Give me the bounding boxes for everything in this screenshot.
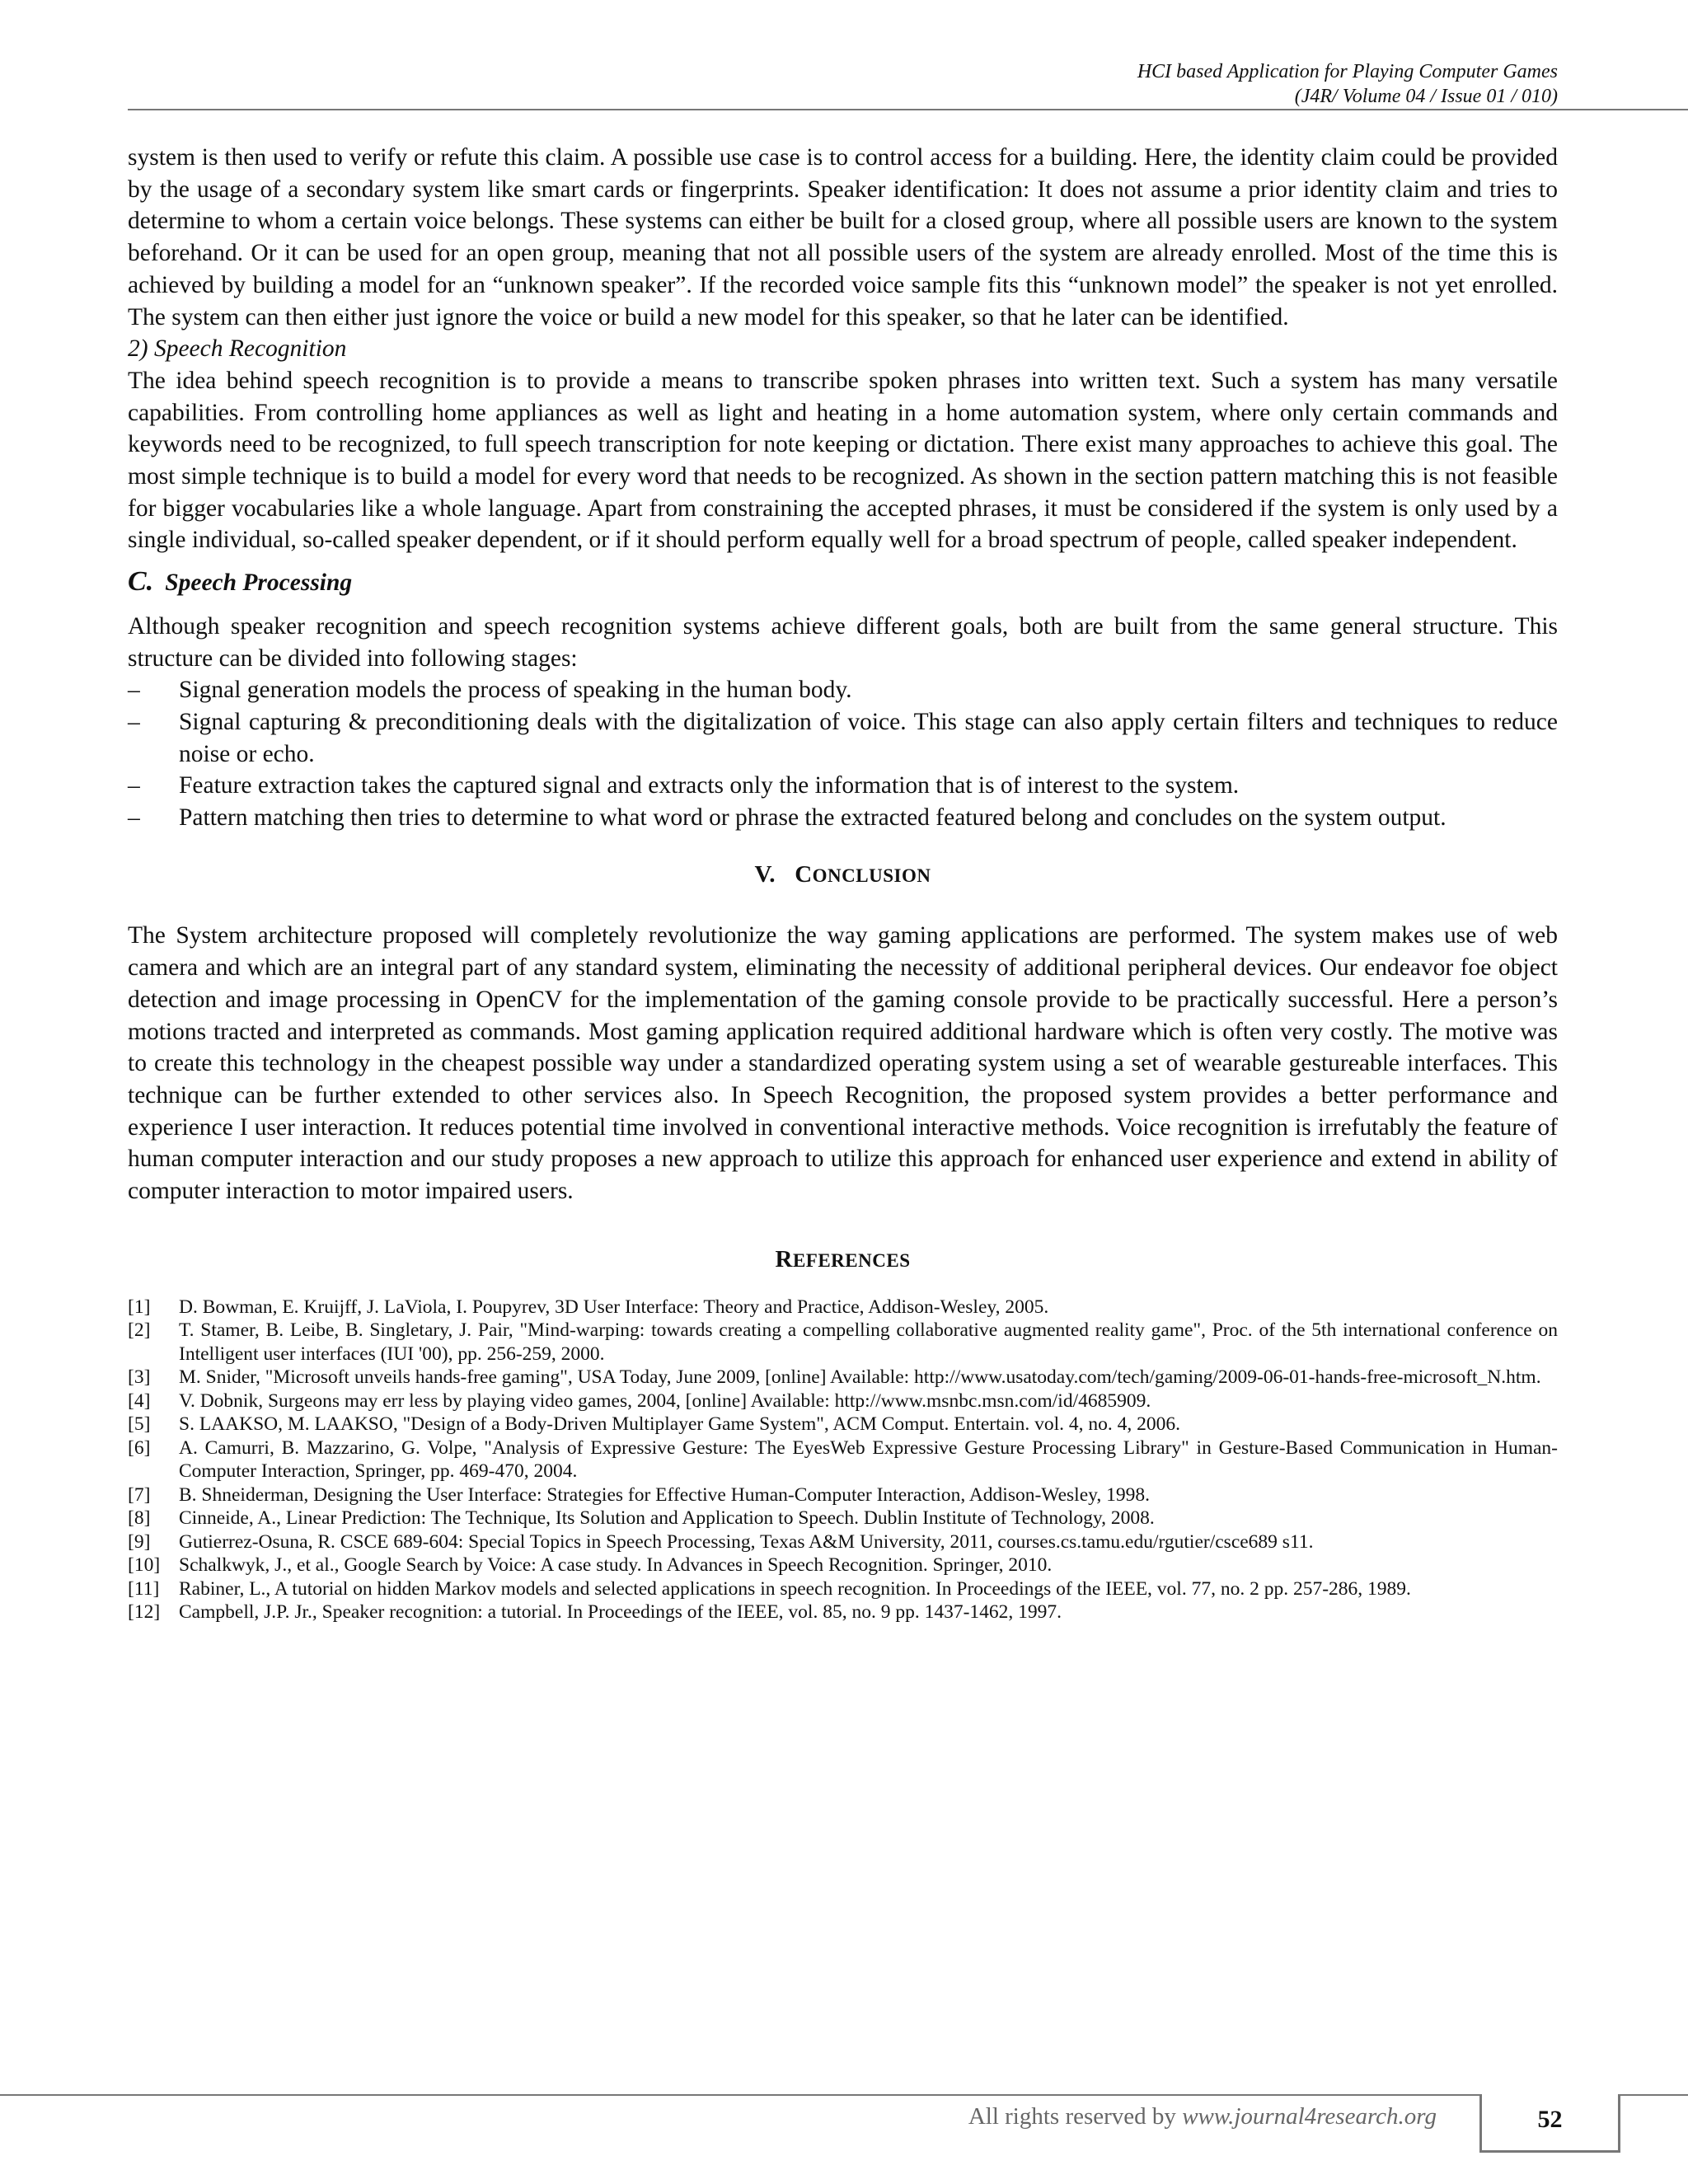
page-body xyxy=(128,142,1558,1624)
dash-bullet: – xyxy=(128,708,140,735)
footer-rights: All rights reserved by www.journal4research.org xyxy=(968,2103,1437,2130)
reference-number: [10] xyxy=(128,1554,161,1576)
reference-item: [9] Gutierrez-Osuna, R. CSCE 689-604: Special Topics in Speech Processing, Texas A&M University, 2011, courses.cs.tamu.edu/rgutier/csce689 s11. xyxy=(128,1530,1314,1553)
section-heading-speech-processing xyxy=(128,566,1558,599)
header-rule xyxy=(128,109,1688,110)
running-header xyxy=(128,59,1558,109)
reference-number: [3] xyxy=(128,1366,151,1388)
list-item: – Signal generation models the process of speaking in the human body. xyxy=(128,674,1558,706)
reference-item: [10] Schalkwyk, J., et al., Google Search by Voice: A case study. In Advances in Speech Recognition. Springer, 2010. xyxy=(128,1554,1053,1576)
stages-list xyxy=(128,674,1558,834)
reference-item: [6] A. Camurri, B. Mazzarino, G. Volpe, "Analysis of Expressive Gesture: The EyesWeb Expressive Gesture Processing Library" in Gesture-Based Communication in Human-Computer Interaction, Springer, pp. 469-470, 2004. xyxy=(128,1436,1558,1482)
reference-item: [8] Cinneide, A., Linear Prediction: The Technique, Its Solution and Application to Speech. Dublin Institute of Technology, 2008. xyxy=(128,1507,1155,1529)
reference-number: [2] xyxy=(128,1319,151,1341)
list-item: – Pattern matching then tries to determine to what word or phrase the extracted featured belong and concludes on the system output. xyxy=(128,802,1558,834)
section-heading-conclusion: V. CONCLUSION xyxy=(754,860,931,888)
reference-item: [3] M. Snider, "Microsoft unveils hands-free gaming", USA Today, June 2009, [online] Available: http://www.usatoday.com/tech/gaming/2009-06-01-hands-free-microsoft_N.htm. xyxy=(128,1366,1541,1388)
list-item: – Signal capturing & preconditioning deals with the digitalization of voice. This stage can also apply certain filters and techniques to reduce noise or echo. xyxy=(128,706,1558,770)
header-issue: (J4R/ Volume 04 / Issue 01 / 010) xyxy=(1294,86,1558,107)
conclusion-paragraph: The System architecture proposed will completely revolutionize the way gaming applications are performed. The system makes use of web camera and which are an integral part of any standard system, eliminating the necessity of additional peripheral devices. Our endeavor foe object detection and image processing in OpenCV for the implementation of the gaming console provide to be practically successful. Here a person’s motions tracted and interpreted as commands. Most gaming application required additional hardware which is often very costly. The motive was to create this technology in the cheapest possible way under a standardized operating system using a set of wearable gestureable interfaces. This technique can be further extended to other services also. In Speech Recognition, the proposed system provides a better performance and experience I user interaction. It reduces potential time involved in conventional interactive methods. Voice recognition is irrefutably the feature of human computer interaction and our study proposes a new approach to utilize this approach for enhanced user experience and extend in ability of computer interaction to motor impaired users. xyxy=(128,922,1558,1205)
speech-processing-paragraph: Although speaker recognition and speech recognition systems achieve different goals, both are built from the same general structure. This structure can be divided into following stages: xyxy=(128,612,1558,672)
reference-item: [11] Rabiner, L., A tutorial on hidden Markov models and selected applications in speech recognition. In Proceedings of the IEEE, vol. 77, no. 2 pp. 257-286, 1989. xyxy=(128,1577,1411,1600)
reference-number: [1] xyxy=(128,1296,151,1318)
footer-site: www.journal4research.org xyxy=(1182,2103,1437,2130)
reference-item: [1] D. Bowman, E. Kruijff, J. LaViola, I. Poupyrev, 3D User Interface: Theory and Practice, Addison-Wesley, 2005. xyxy=(128,1296,1049,1318)
intro-paragraph: system is then used to verify or refute this claim. A possible use case is to control access for a building. Here, the identity claim could be provided by the usage of a secondary system like smart cards or fingerprints. Speaker identification: It does not assume a prior identity claim and tries to determine to whom a certain voice belongs. These systems can either be built for a closed group, where all possible users are known to the system beforehand. Or it can be used for an open group, meaning that not all possible users of the system are already enrolled. Most of the time this is achieved by building a model for an “unknown speaker”. If the recorded voice sample fits this “unknown model” the speaker is not yet enrolled. The system can then either just ignore the voice or build a new model for this speaker, so that he later can be identified. xyxy=(128,144,1558,330)
section-title: Speech Processing xyxy=(165,569,353,597)
reference-item: [5] S. LAAKSO, M. LAAKSO, "Design of a Body-Driven Multiplayer Game System", ACM Comput. Entertain. vol. 4, no. 4, 2006. xyxy=(128,1413,1181,1435)
reference-number: [11] xyxy=(128,1577,160,1600)
reference-item: [7] B. Shneiderman, Designing the User Interface: Strategies for Effective Human-Computer Interaction, Addison-Wesley, 1998. xyxy=(128,1483,1150,1506)
reference-number: [4] xyxy=(128,1390,151,1412)
section-heading-references: REFERENCES xyxy=(775,1245,911,1272)
page-number: 52 xyxy=(1479,2094,1620,2153)
references-list xyxy=(128,1296,1558,1624)
section-number: V. xyxy=(754,860,776,888)
reference-number: [9] xyxy=(128,1530,151,1553)
reference-number: [6] xyxy=(128,1436,151,1459)
dash-bullet: – xyxy=(128,804,140,832)
reference-number: [8] xyxy=(128,1507,151,1529)
footer-rule-tail xyxy=(1618,2094,1688,2096)
footer-rule xyxy=(0,2094,1479,2096)
subsection-heading-speech-recognition: 2) Speech Recognition xyxy=(128,335,347,363)
dash-bullet: – xyxy=(128,772,140,799)
section-letter: C. xyxy=(128,566,154,598)
reference-number: [7] xyxy=(128,1483,151,1506)
reference-item: [4] V. Dobnik, Surgeons may err less by playing video games, 2004, [online] Available: http://www.msnbc.msn.com/id/4685909. xyxy=(128,1390,1151,1412)
reference-number: [12] xyxy=(128,1601,161,1623)
dash-bullet: – xyxy=(128,677,140,704)
header-title: HCI based Application for Playing Computer Games xyxy=(1137,61,1558,82)
speech-recognition-paragraph: The idea behind speech recognition is to provide a means to transcribe spoken phrases into written text. Such a system has many versatile capabilities. From controlling home appliances as well as light and heating in a home automation system, where only certain commands and keywords need to be recognized, to full speech transcription for note keeping or dictation. There exist many approaches to achieve this goal. The most simple technique is to build a model for every word that needs to be recognized. As shown in the section pattern matching this is not feasible for bigger vocabularies like a whole language. Apart from constraining the accepted phrases, it must be considered if the system is only used by a single individual, so-called speaker dependent, or if it should perform equally well for a broad spectrum of people, called speaker independent. xyxy=(128,367,1558,554)
reference-item: [2] T. Stamer, B. Leibe, B. Singletary, J. Pair, "Mind-warping: towards creating a compelling collaborative augmented reality game", Proc. of the 5th international conference on Intelligent user interfaces (IUI '00), pp. 256-259, 2000. xyxy=(128,1319,1558,1365)
reference-item: [12] Campbell, J.P. Jr., Speaker recognition: a tutorial. In Proceedings of the IEEE, vol. 85, no. 9 pp. 1437-1462, 1997. xyxy=(128,1601,1062,1623)
list-item: – Feature extraction takes the captured signal and extracts only the information that is of interest to the system. xyxy=(128,770,1558,802)
reference-number: [5] xyxy=(128,1413,151,1435)
